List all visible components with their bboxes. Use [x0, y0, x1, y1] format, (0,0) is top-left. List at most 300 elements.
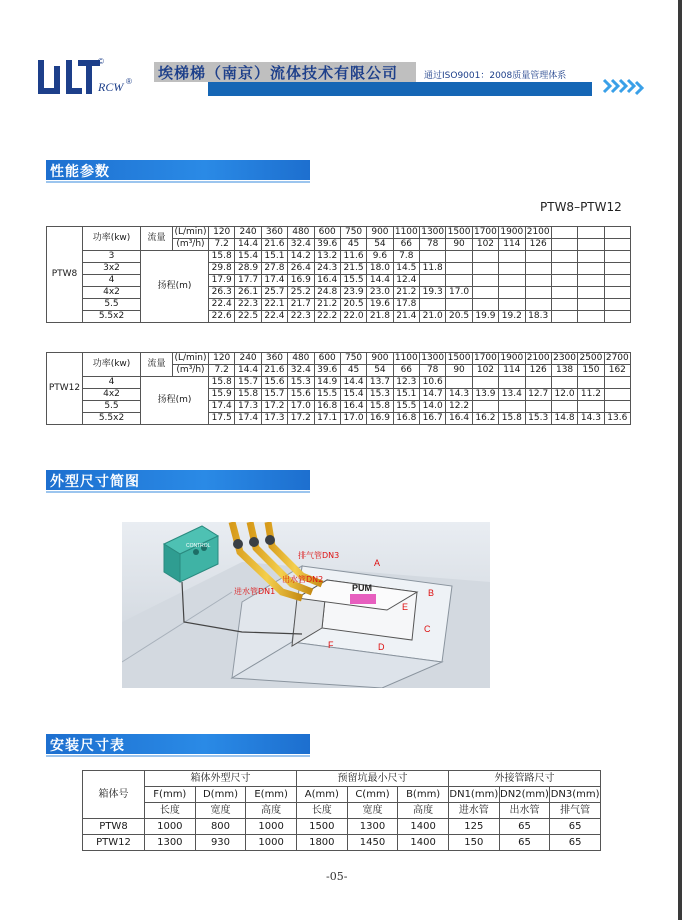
head-value-cell [578, 275, 604, 287]
head-value-cell: 15.3 [525, 413, 551, 425]
col-name: 长度 [145, 803, 196, 819]
flow-lmin-cell: 1100 [394, 227, 418, 237]
flow-m3h-cell: 162 [604, 365, 630, 377]
head-value-cell: 14.9 [314, 377, 340, 389]
head-value-cell: 15.8 [235, 389, 261, 401]
flow-lmin-cell: 1700 [473, 227, 497, 237]
head-value-cell: 10.6 [420, 377, 446, 389]
flow-lmin-cell: 2500 [579, 353, 603, 363]
power-cell: 4x2 [83, 389, 141, 401]
group-pipe-header: 外接管路尺寸 [448, 771, 600, 787]
head-value-cell [551, 251, 577, 263]
power-cell: 4 [83, 377, 141, 389]
row-model: PTW8 [83, 819, 145, 835]
header-blue-band [208, 82, 592, 96]
head-value-cell: 9.6 [367, 251, 393, 263]
head-value-cell: 16.7 [420, 413, 446, 425]
head-label: 扬程(m) [141, 377, 209, 425]
cell: 65 [499, 819, 550, 835]
head-value-cell [472, 377, 498, 389]
flow-m3h-cell: 21.6 [261, 239, 287, 251]
unit-lmin: (L/min) [174, 353, 207, 363]
head-value-cell: 15.4 [235, 251, 261, 263]
col-name: 高度 [398, 803, 449, 819]
head-value-cell: 14.7 [420, 389, 446, 401]
pump-label-plate [350, 594, 376, 604]
flow-m3h-cell: 21.6 [261, 365, 287, 377]
head-value-cell: 18.3 [525, 311, 551, 323]
head-value-cell [446, 299, 472, 311]
col-code: DN3(mm) [550, 787, 601, 803]
col-code: E(mm) [246, 787, 297, 803]
head-value-cell: 17.0 [446, 287, 472, 299]
head-value-cell: 17.1 [314, 413, 340, 425]
power-cell: 5.5 [83, 401, 141, 413]
flow-m3h-cell: 54 [367, 239, 393, 251]
head-value-cell [525, 275, 551, 287]
head-value-cell [472, 275, 498, 287]
head-value-cell: 21.0 [420, 311, 446, 323]
head-value-cell [446, 251, 472, 263]
cell: 65 [499, 835, 550, 851]
head-value-cell: 15.9 [209, 389, 235, 401]
head-value-cell [420, 299, 446, 311]
head-value-cell: 11.6 [340, 251, 366, 263]
flow-m3h-cell [604, 239, 630, 251]
head-value-cell: 16.4 [314, 275, 340, 287]
head-value-cell [578, 401, 604, 413]
model-cell: PTW8 [47, 227, 83, 323]
company-name: 埃梯梯（南京）流体技术有限公司 [158, 64, 399, 82]
col-code: D(mm) [195, 787, 246, 803]
flow-m3h-cell: 7.2 [209, 365, 235, 377]
performance-table-ptw12 [46, 352, 631, 425]
section-outline-header [46, 470, 310, 490]
head-value-cell [525, 263, 551, 275]
head-value-cell [578, 299, 604, 311]
head-value-cell: 17.8 [393, 299, 419, 311]
head-value-cell: 29.8 [209, 263, 235, 275]
head-value-cell [472, 287, 498, 299]
flow-lmin-cell: 1900 [500, 353, 524, 363]
head-value-cell: 25.2 [288, 287, 314, 299]
flow-lmin-cell: 1300 [421, 227, 445, 237]
table-row [47, 263, 631, 275]
flow-m3h-cell: 45 [340, 239, 366, 251]
cell: 1000 [145, 819, 196, 835]
col-name: 长度 [296, 803, 347, 819]
head-value-cell [551, 263, 577, 275]
col-code: B(mm) [398, 787, 449, 803]
col-name: 宽度 [195, 803, 246, 819]
power-cell: 5.5 [83, 299, 141, 311]
head-value-cell: 19.9 [472, 311, 498, 323]
head-value-cell: 23.0 [367, 287, 393, 299]
head-value-cell: 15.1 [393, 389, 419, 401]
head-value-cell: 21.2 [393, 287, 419, 299]
head-value-cell: 17.2 [261, 401, 287, 413]
head-value-cell: 14.2 [288, 251, 314, 263]
head-value-cell: 14.0 [420, 401, 446, 413]
head-value-cell: 21.5 [340, 263, 366, 275]
head-value-cell [499, 401, 525, 413]
head-value-cell: 17.3 [261, 413, 287, 425]
col-code: C(mm) [347, 787, 398, 803]
unit-m3h: (m³/h) [173, 365, 209, 377]
flow-lmin-cell: 480 [288, 353, 314, 365]
flow-lmin-cell [604, 227, 630, 239]
head-value-cell [578, 377, 604, 389]
head-value-cell [499, 275, 525, 287]
flow-header: 流量 [141, 353, 173, 377]
flow-m3h-cell: 14.4 [235, 239, 261, 251]
head-value-cell: 27.8 [261, 263, 287, 275]
head-value-cell: 17.2 [288, 413, 314, 425]
head-value-cell [551, 377, 577, 389]
model-cell: PTW12 [47, 353, 83, 425]
head-value-cell: 21.2 [314, 299, 340, 311]
head-value-cell: 21.7 [288, 299, 314, 311]
flow-m3h-cell: 32.4 [288, 239, 314, 251]
head-value-cell [499, 263, 525, 275]
head-value-cell [551, 287, 577, 299]
flow-m3h-cell: 126 [525, 239, 551, 251]
head-value-cell [472, 299, 498, 311]
head-value-cell [604, 263, 630, 275]
flow-m3h-cell: 45 [340, 365, 366, 377]
flow-m3h-cell: 39.6 [314, 239, 340, 251]
dim-a-label: A [374, 558, 381, 568]
head-value-cell [472, 263, 498, 275]
head-value-cell: 26.4 [288, 263, 314, 275]
head-value-cell: 14.3 [578, 413, 604, 425]
head-value-cell [525, 401, 551, 413]
head-value-cell [525, 299, 551, 311]
pump-box-label: PUM [352, 583, 372, 593]
flow-lmin-cell: 1700 [473, 353, 497, 363]
table-row [47, 275, 631, 287]
head-value-cell [578, 287, 604, 299]
flow-lmin-cell: 2100 [526, 227, 550, 237]
flow-m3h-cell: 90 [446, 239, 472, 251]
flow-m3h-cell: 126 [525, 365, 551, 377]
head-value-cell: 23.9 [340, 287, 366, 299]
cell: 125 [448, 819, 499, 835]
head-value-cell: 13.6 [604, 413, 630, 425]
head-value-cell [446, 377, 472, 389]
flow-m3h-cell: 39.6 [314, 365, 340, 377]
table-row [47, 413, 631, 425]
model-header-cell: 箱体号 [83, 771, 145, 819]
head-value-cell: 13.2 [314, 251, 340, 263]
head-value-cell [604, 275, 630, 287]
table-header-row [47, 227, 631, 239]
flow-m3h-cell: 66 [393, 239, 419, 251]
power-cell: 4x2 [83, 287, 141, 299]
unit-lmin: (L/min) [174, 227, 207, 237]
head-value-cell: 22.0 [340, 311, 366, 323]
pipe-inlet-label: 进水管DN1 [234, 587, 276, 596]
flow-lmin-cell: 2100 [526, 353, 550, 363]
head-value-cell: 16.2 [472, 413, 498, 425]
head-value-cell: 16.9 [288, 275, 314, 287]
flow-m3h-cell: 114 [499, 365, 525, 377]
head-value-cell [446, 263, 472, 275]
head-value-cell: 22.6 [209, 311, 235, 323]
head-value-cell: 12.0 [551, 389, 577, 401]
table-row [47, 251, 631, 263]
head-value-cell: 17.4 [261, 275, 287, 287]
flow-m3h-cell: 78 [420, 239, 446, 251]
head-value-cell [525, 377, 551, 389]
head-value-cell: 15.8 [209, 377, 235, 389]
power-cell: 4 [83, 275, 141, 287]
head-value-cell: 26.3 [209, 287, 235, 299]
cell: 150 [448, 835, 499, 851]
head-value-cell: 16.8 [314, 401, 340, 413]
head-value-cell [604, 299, 630, 311]
head-value-cell: 15.7 [261, 389, 287, 401]
head-value-cell: 22.5 [235, 311, 261, 323]
cell: 800 [195, 819, 246, 835]
flow-m3h-cell: 14.4 [235, 365, 261, 377]
flow-lmin-cell: 2300 [553, 353, 577, 363]
head-value-cell: 22.4 [209, 299, 235, 311]
head-value-cell [420, 275, 446, 287]
table-row [83, 835, 601, 851]
flow-m3h-cell: 90 [446, 365, 472, 377]
flow-lmin-cell [578, 227, 604, 239]
power-cell: 5.5x2 [83, 413, 141, 425]
head-value-cell: 15.6 [288, 389, 314, 401]
head-value-cell: 13.7 [367, 377, 393, 389]
head-value-cell [604, 389, 630, 401]
head-value-cell: 12.4 [393, 275, 419, 287]
head-value-cell: 15.8 [367, 401, 393, 413]
head-value-cell: 15.3 [288, 377, 314, 389]
head-value-cell: 14.4 [367, 275, 393, 287]
flow-lmin-cell: 900 [367, 227, 393, 239]
head-value-cell: 14.3 [446, 389, 472, 401]
head-value-cell: 16.4 [340, 401, 366, 413]
dim-b-label: B [428, 588, 435, 598]
power-cell: 5.5x2 [83, 311, 141, 323]
cell: 1450 [347, 835, 398, 851]
flow-lmin-cell: 120 [209, 227, 235, 239]
performance-table-ptw8 [46, 226, 631, 323]
cell: 1500 [296, 819, 347, 835]
flow-m3h-cell: 66 [393, 365, 419, 377]
head-value-cell: 11.2 [578, 389, 604, 401]
head-value-cell: 21.4 [393, 311, 419, 323]
flow-header: 流量 [141, 227, 173, 251]
head-value-cell: 22.3 [235, 299, 261, 311]
head-value-cell: 17.3 [235, 401, 261, 413]
flow-m3h-cell [551, 239, 577, 251]
flow-lmin-cell [551, 227, 577, 239]
cell: 930 [195, 835, 246, 851]
head-value-cell: 14.4 [340, 377, 366, 389]
head-value-cell: 16.8 [393, 413, 419, 425]
head-value-cell: 20.5 [340, 299, 366, 311]
flow-m3h-cell: 150 [578, 365, 604, 377]
row-model: PTW12 [83, 835, 145, 851]
section-title: 性能参数 [50, 164, 110, 180]
head-value-cell [499, 251, 525, 263]
head-value-cell: 22.4 [261, 311, 287, 323]
table-header-row [47, 353, 631, 365]
head-value-cell: 19.2 [499, 311, 525, 323]
head-value-cell: 15.6 [261, 377, 287, 389]
flow-m3h-cell: 78 [420, 365, 446, 377]
table-row [47, 401, 631, 413]
head-value-cell: 20.5 [446, 311, 472, 323]
installation-illustration [122, 522, 490, 688]
head-value-cell: 11.8 [420, 263, 446, 275]
flow-lmin-cell: 600 [314, 353, 340, 365]
flow-lmin-cell: 360 [261, 227, 287, 239]
cell: 1000 [246, 819, 297, 835]
group-pit-header: 预留坑最小尺寸 [296, 771, 448, 787]
flow-lmin-cell: 750 [340, 353, 366, 365]
head-value-cell: 15.1 [261, 251, 287, 263]
head-value-cell: 7.8 [393, 251, 419, 263]
head-label: 扬程(m) [141, 251, 209, 323]
col-name: 宽度 [347, 803, 398, 819]
head-value-cell: 13.4 [499, 389, 525, 401]
head-value-cell: 15.3 [367, 389, 393, 401]
head-value-cell [499, 287, 525, 299]
head-value-cell: 28.9 [235, 263, 261, 275]
head-value-cell [604, 287, 630, 299]
cell: 1300 [347, 819, 398, 835]
head-value-cell [499, 299, 525, 311]
section-install-header [46, 734, 310, 754]
head-value-cell: 15.5 [340, 275, 366, 287]
head-value-cell [420, 251, 446, 263]
chevron-arrows-icon [602, 76, 650, 100]
head-value-cell: 25.7 [261, 287, 287, 299]
head-value-cell: 15.7 [235, 377, 261, 389]
head-value-cell [604, 377, 630, 389]
power-cell: 3x2 [83, 263, 141, 275]
dim-d-label: D [378, 642, 385, 652]
table-row [47, 311, 631, 323]
head-value-cell: 24.3 [314, 263, 340, 275]
cell: 1800 [296, 835, 347, 851]
head-value-cell: 18.0 [367, 263, 393, 275]
table-row [47, 299, 631, 311]
head-value-cell [551, 275, 577, 287]
group-box-header: 箱体外型尺寸 [145, 771, 297, 787]
flow-lmin-cell: 2700 [605, 353, 629, 363]
head-value-cell: 22.3 [288, 311, 314, 323]
flow-lmin-cell: 750 [340, 227, 366, 239]
cell: 1400 [398, 835, 449, 851]
head-value-cell [604, 311, 630, 323]
table-row [47, 287, 631, 299]
head-value-cell: 17.7 [235, 275, 261, 287]
section-title: 安装尺寸表 [50, 738, 125, 754]
head-value-cell [604, 251, 630, 263]
col-code: A(mm) [296, 787, 347, 803]
company-logo [36, 54, 146, 100]
head-value-cell [525, 251, 551, 263]
flow-lmin-cell: 480 [288, 227, 314, 239]
scan-edge [678, 0, 682, 920]
head-value-cell [551, 299, 577, 311]
table-row [47, 377, 631, 389]
col-code: DN2(mm) [499, 787, 550, 803]
head-value-cell: 22.2 [314, 311, 340, 323]
head-value-cell: 24.8 [314, 287, 340, 299]
head-value-cell: 17.0 [288, 401, 314, 413]
head-value-cell: 12.7 [525, 389, 551, 401]
logo-subtext: RCW [98, 80, 124, 94]
flow-m3h-cell: 114 [499, 239, 525, 251]
head-value-cell [578, 263, 604, 275]
head-value-cell: 26.1 [235, 287, 261, 299]
dim-e-label: E [402, 602, 409, 612]
head-value-cell: 12.2 [446, 401, 472, 413]
pipe-outlet-label: 出水管DN2 [282, 575, 324, 584]
flow-lmin-cell: 240 [235, 227, 261, 239]
head-value-cell: 15.8 [499, 413, 525, 425]
flow-m3h-cell: 32.4 [288, 365, 314, 377]
col-name: 高度 [246, 803, 297, 819]
flow-lmin-cell: 240 [235, 353, 261, 365]
head-value-cell: 12.3 [393, 377, 419, 389]
cell: 1000 [246, 835, 297, 851]
flow-lmin-cell: 1500 [447, 353, 471, 363]
page-header [36, 52, 656, 102]
head-value-cell [525, 287, 551, 299]
head-value-cell: 15.8 [209, 251, 235, 263]
head-value-cell: 13.9 [472, 389, 498, 401]
flow-lmin-cell: 900 [367, 353, 393, 365]
col-name: 排气管 [550, 803, 601, 819]
flow-m3h-cell: 7.2 [209, 239, 235, 251]
col-code: DN1(mm) [448, 787, 499, 803]
flow-m3h-cell: 54 [367, 365, 393, 377]
head-value-cell: 15.5 [393, 401, 419, 413]
head-value-cell [472, 251, 498, 263]
page-number: -05- [326, 870, 348, 883]
table-row [83, 819, 601, 835]
control-box-label: CONTROL [186, 543, 211, 549]
col-code: F(mm) [145, 787, 196, 803]
head-value-cell: 17.0 [340, 413, 366, 425]
section-performance-header [46, 160, 310, 180]
flow-m3h-cell [578, 239, 604, 251]
table-row [47, 389, 631, 401]
flow-m3h-cell: 102 [472, 239, 498, 251]
head-value-cell: 14.8 [551, 413, 577, 425]
head-value-cell: 15.4 [340, 389, 366, 401]
flow-lmin-cell: 1500 [447, 227, 471, 237]
head-value-cell [551, 311, 577, 323]
head-value-cell: 22.1 [261, 299, 287, 311]
flow-lmin-cell: 360 [261, 353, 287, 365]
head-value-cell: 17.9 [209, 275, 235, 287]
col-name: 出水管 [499, 803, 550, 819]
cell: 65 [550, 819, 601, 835]
svg-text:®: ® [126, 77, 132, 86]
dim-c-label: C [424, 624, 431, 634]
head-value-cell [551, 401, 577, 413]
flow-lmin-cell: 1100 [394, 353, 418, 363]
head-value-cell [578, 311, 604, 323]
